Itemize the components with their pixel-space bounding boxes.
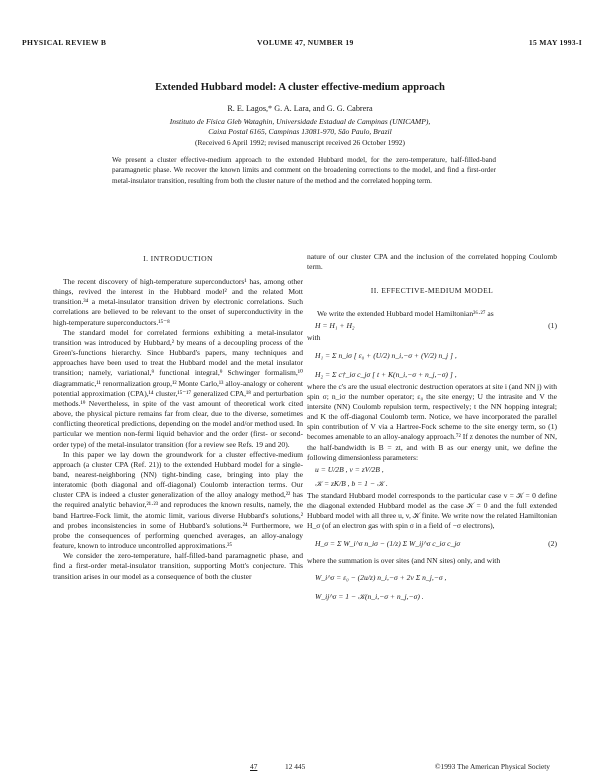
equation-3a-body: W_i^σ = ε₀ − (2u/z) n_i,−σ + 2v Σ n_j,−σ ,	[315, 572, 447, 582]
left-column	[53, 252, 303, 582]
equation-h2	[307, 368, 557, 382]
paragraph: The standard model for correlated fermions exhibiting a metal-insulator transition was introduced by Hubbard,² by means of a decoupling process of the Green's-functions hierarchy. Since Hubbard's papers, many techniques and approaches have been used to treat the Hubbard model and the metal insulator transition; namely, variational,⁹ functional integral,⁹ Schwinger formalism,¹⁰ diagrammatic,¹¹ renormalization group,¹² Monte Carlo,¹³ alloy-analogy or coherent potential approximation (CPA),¹⁴ cluster,¹⁵⁻¹⁷ generalized CPA,¹⁸ and perturbation methods.¹⁹ Nevertheless, in spite of the vast amount of theoretical work cited above, the physical picture remains far from clear, due to the diverse, sometimes conflicting theoretical predictions, depending on the model and/or method used. In particular we mention non-fermi liquid behavior and the order (first- or second-order type) of the metal-insulator transition (for a review see Refs. 19 and 20).	[53, 327, 303, 449]
right-column	[307, 252, 557, 604]
section-heading-introduction: I. INTRODUCTION	[143, 254, 213, 263]
paragraph: The recent discovery of high-temperature superconductors¹ has, among other things, revived the interest in the Hubbard model² and the related Mott transition.³⁴ a metal-insulator transition driven by electronic correlations. Such correlations are believed to be relevant to the onset of superconductivity in the high-temperature superconductors.¹⁵⁻⁸	[53, 277, 303, 327]
equation-2-number: (2)	[548, 538, 557, 548]
affiliation-line-2: Caixa Postal 6165, Campinas 13081-970, São Paulo, Brazil	[208, 127, 392, 136]
paragraph-continuation: nature of our cluster CPA and the inclusion of the correlated hopping Coulomb term.	[307, 252, 557, 272]
equation-params-2-body: 𝒦 = zK/B , b = 1 − 𝒦 .	[315, 478, 388, 488]
footer-page-number: 12 445	[285, 762, 306, 771]
equation-2	[307, 532, 557, 556]
paragraph: The standard Hubbard model corresponds to the particular case v = 𝒦 = 0 define the diagonal extended Hubbard model as the case 𝒦 = 0 and the full extended Hubbard model with all three u, v, 𝒦 finite. We write now the related Hamiltonian H_σ (of an electron gas with spin σ in a field of −σ electrons),	[307, 490, 557, 531]
footer-volume: 47	[250, 762, 258, 771]
paragraph: In this paper we lay down the groundwork for a cluster effective-medium approach (a cluster CPA (Ref. 21)) to the extended Hubbard model for a single-band, nearest-neighboring (NN) tight-binding case, bringing into play the interatomic (both diagonal and off-diagonal) Coulomb interaction terms. Our cluster CPA is indeed a cluster generalization of the alloy analogy method,²² has the required analytic behavior,²¹·²³ and reproduces the known results, namely, the band Hartree-Fock limit, the atomic limit, various diverse Hubbard's solutions,² and probes inconsistencies in some of Hubbard's solutions.²⁴ Furthermore, we probe the consequences of performing quenched averages, an alloy-analogy feature, known to introduce uncontrolled approximations.²⁵	[53, 449, 303, 551]
equation-params-1	[307, 463, 557, 477]
equation-params-2	[307, 477, 557, 491]
paragraph: with	[307, 333, 321, 343]
paragraph: where the c's are the usual electronic destruction operators at site i (and NN j) with spin σ; n_iσ the number operator; ε₀ the site energy; U the intrasite and V the intersite (NN) Coulomb repulsion term, respectively; t the NN hopping integral; and K the off-diagonal Coulomb term. Notice, we have incorporated the parallel spin contribution of V via a Hartree-Fock scheme to the site energy term, so (1) becomes amenable to an alloy-analogy approach.⁷² If z denotes the number of NN, the half-bandwidth is B = zt, and with B as our energy unit, we define the following dimensionless parameters:	[307, 381, 557, 462]
received-dates: (Received 6 April 1992; revised manuscript received 26 October 1992)	[195, 138, 405, 147]
equation-params-1-body: u = U/2B , v = zV/2B ,	[315, 464, 384, 474]
issue-date: 15 MAY 1993-I	[528, 38, 582, 47]
paper-title: Extended Hubbard model: A cluster effective-medium approach	[155, 82, 445, 93]
equation-h2-body: H₂ = Σ c†_iσ c_jσ [ t + K(n_i,−σ + n_j,−σ) ] ,	[315, 369, 457, 379]
paragraph: where the summation is over sites (and NN sites) only, and with	[307, 555, 501, 565]
equation-3b	[307, 590, 557, 604]
equation-1-body: H = H₁ + H₂	[315, 321, 355, 331]
equation-h1	[307, 344, 557, 368]
equation-2-body: H_σ = Σ W_i^σ n_iσ − (1/z) Σ W_ij^σ c_iσ c_jσ	[315, 538, 461, 548]
paragraph: We write the extended Hubbard model Hamiltonian²⁶·²⁷ as	[317, 309, 494, 319]
journal-name: PHYSICAL REVIEW B	[22, 38, 107, 47]
affiliation-line-1: Instituto de Física Gleb Wataghin, Universidade Estadual de Campinas (UNICAMP),	[169, 117, 431, 126]
volume-number: VOLUME 47, NUMBER 19	[257, 38, 354, 47]
footer-copyright: ©1993 The American Physical Society	[434, 762, 550, 771]
equation-3a	[307, 566, 557, 590]
equation-3b-body: W_ij^σ = 1 − 𝒦(n_i,−σ + n_j,−σ) .	[315, 591, 424, 601]
paragraph: We consider the zero-temperature, half-filled-band paramagnetic phase, and find a first-order metal-insulator transition, supporting Mott's conjecture. This transition arises in our model as a consequence of both the cluster	[53, 551, 303, 581]
paper-authors: R. E. Lagos,* G. A. Lara, and G. G. Cabrera	[227, 104, 373, 113]
equation-1-number: (1)	[548, 321, 557, 331]
equation-h1-body: H₁ = Σ n_iσ [ ε₀ + (U/2) n_i,−σ + (V/2) n_j ] ,	[315, 350, 457, 360]
equation-1	[307, 319, 557, 333]
section-heading-effective-medium-model: II. EFFECTIVE-MEDIUM MODEL	[370, 286, 494, 296]
abstract: We present a cluster effective-medium approach to the extended Hubbard model, for the zero-temperature, half-filled-band paramagnetic phase. We recover the known limits and comment on the broadening corrections to the model, and find a first-order metal-insulator transition, resulting from both the cluster nature of the method and the correlated hopping term.	[112, 156, 496, 185]
